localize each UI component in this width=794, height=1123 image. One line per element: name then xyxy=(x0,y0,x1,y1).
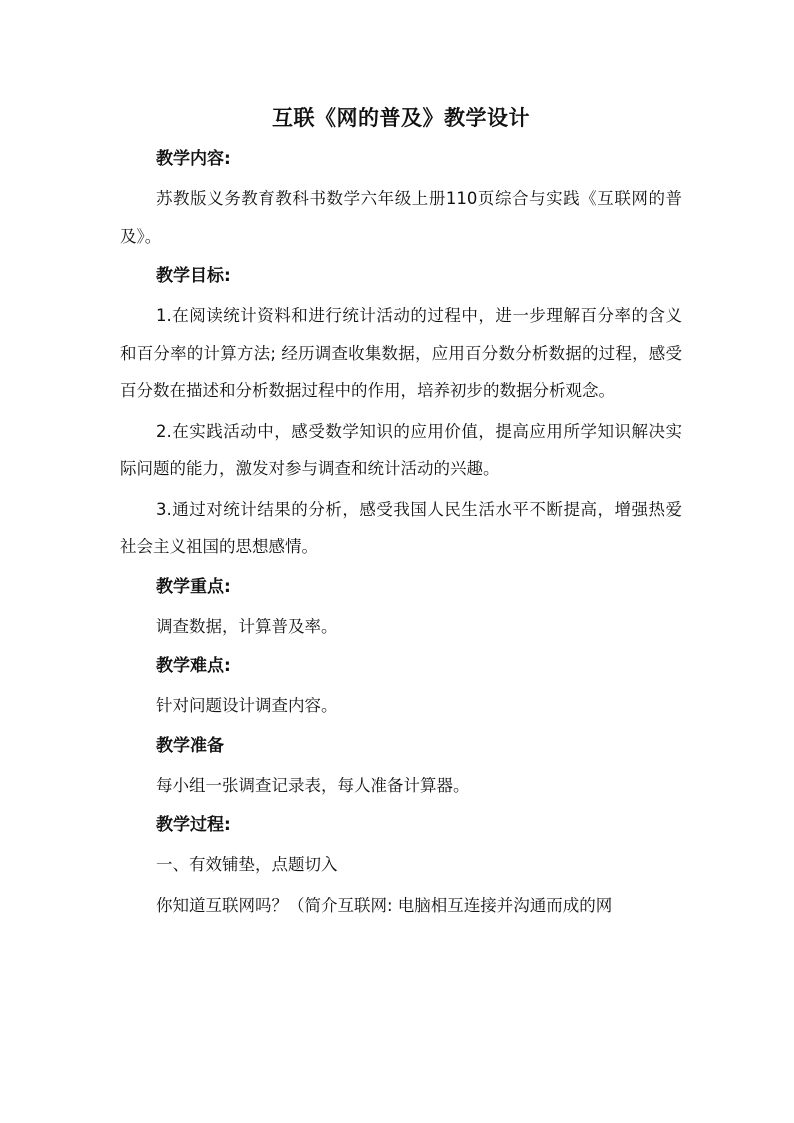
teaching-goal-2: 2.在实践活动中，感受数学知识的应用价值，提高应用所学知识解决实际问题的能力，激发对参与调查和统计活动的兴趣。 xyxy=(120,421,682,478)
teaching-key-text: 调查数据，计算普及率。 xyxy=(156,616,338,636)
process-step-1-title: 一、有效铺垫，点题切入 xyxy=(156,855,338,874)
teaching-prep-text: 每小组一张调查记录表，每人准备计算器。 xyxy=(156,775,470,795)
teaching-goals-heading: 教学目标: xyxy=(156,266,231,286)
teaching-difficulty-heading: 教学难点: xyxy=(156,656,231,676)
process-step-1-text: 你知道互联网吗？（简介互联网: 电脑相互连接并沟通而成的网 xyxy=(156,895,613,915)
document-title: 互联《网的普及》教学设计 xyxy=(272,106,530,130)
teaching-prep-heading: 教学准备 xyxy=(156,735,224,756)
teaching-content-text: 苏教版义务教育教科书数学六年级上册110页综合与实践《互联网的普及》。 xyxy=(120,189,682,246)
teaching-process-heading: 教学过程: xyxy=(156,815,231,835)
document-body xyxy=(120,98,682,924)
teaching-key-heading: 教学重点: xyxy=(156,576,231,597)
teaching-goal-3: 3.通过对统计结果的分析，感受我国人民生活水平不断提高，增强热爱社会主义祖国的思想感情。 xyxy=(120,499,682,556)
teaching-content-heading: 教学内容: xyxy=(156,149,231,169)
teaching-difficulty-text: 针对问题设计调查内容。 xyxy=(156,696,338,715)
teaching-goal-1: 1.在阅读统计资料和进行统计活动的过程中，进一步理解百分率的含义和百分率的计算方法; 经历调查收集数据，应用百分数分析数据的过程，感受百分数在描述和分析数据过程中的作用，培养初步的数据分析观念。 xyxy=(120,306,682,400)
